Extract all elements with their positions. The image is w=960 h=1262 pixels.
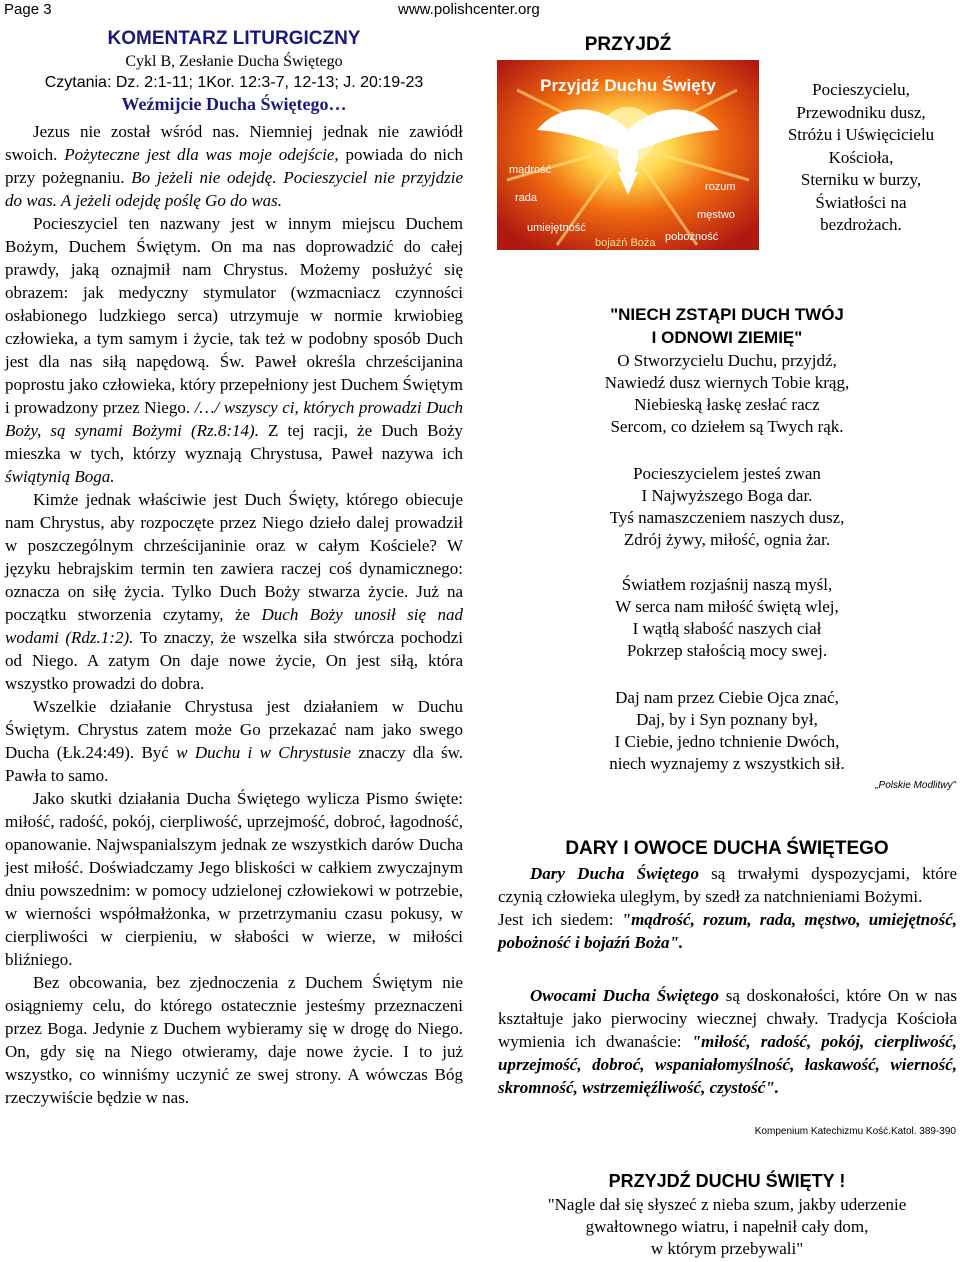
invocation-line: Przewodniku dusz, [796, 102, 926, 122]
commentary-body [5, 120, 463, 1109]
invocation-line: Światłości na [815, 192, 907, 212]
hymn-line: niech wyznajemy z wszystkich sił. [609, 754, 845, 773]
hymn-line: Niebieską łaskę zesłać racz [634, 395, 820, 414]
image-banner: Przyjdź Duchu Święty [540, 76, 716, 95]
gift-label: rozum [705, 181, 736, 193]
gift-label: męstwo [697, 209, 735, 221]
gifts-fruits-title: DARY I OWOCE DUCHA ŚWIĘTEGO [565, 838, 889, 859]
hymn-stanza-3 [497, 574, 957, 662]
liturgy-cycle: Cykl B, Zesłanie Ducha Świętego [125, 53, 343, 70]
hymn-line: Nawiedź dusz wiernych Tobie krąg, [604, 373, 850, 392]
hymn-title-line-2: I ODNOWI ZIEMIĘ" [651, 328, 803, 347]
hymn-line: Pocieszycielem jesteś zwan [633, 464, 821, 483]
invocation-line: Kościoła, [828, 147, 894, 167]
hymn-line: Daj, by i Syn poznany był, [636, 710, 818, 729]
gift-label: mądrość [509, 164, 552, 176]
hymn-line: Sercom, co dziełem są Twych rąk. [610, 417, 844, 436]
catechism-source: Kompenium Katechizmu Kość.Katol. 389-390 [754, 1126, 956, 1137]
hymn-line: Tyś namaszczeniem naszych dusz, [609, 508, 845, 527]
site-url: www.polishcenter.org [398, 1, 540, 18]
gifts-text [498, 862, 957, 954]
paragraph-6: Bez obcowania, bez zjednoczenia z Duchem Świętym nie osiągniemy celu, do którego ostatecznie jesteśmy przeznaczeni przez Boga. Jedynie z Duchem wybieramy się w drogę do Niego. On, gdy się na Niego otwieramy, daje nowe życie. I to już wszystko, co winniśmy uczynić ze swej strony. A wówczas Bóg rzeczywiście będzie w nas. [5, 973, 463, 1107]
hymn-line: I Ciebie, jedno tchnienie Dwóch, [614, 732, 840, 751]
hymn-title [497, 303, 957, 349]
gifts-list: Jest ich siedem: "mądrość, rozum, rada, męstwo, umiejętność, pobożność i bojaźń Boża". [498, 910, 957, 952]
page-number: Page 3 [4, 1, 52, 18]
paragraph-3: Kimże jednak właściwie jest Duch Święty, którego obiecuje nam Chrystus, aby rozpoczęte przez Niego dzieło dalej prowadził w poszczególnym chrześcijaninie oraz w całym Kościele? W języku hebrajskim termin ten zawiera raczej coś dynamicznego: oznacza on siłę życia. Tylko Duch Boży stwarza życie. Już na początku stworzenia czytamy, że Duch Boży unosił się nad wodami (Rdz.1:2). To znaczy, że wszelka siła stwórcza pochodzi od Niego. A zatym On daje nowe życie, On jest siłą, która wszystko prowadzi do dobra. [5, 490, 463, 693]
przyjdz-duchu-title: PRZYJDŹ DUCHU ŚWIĘTY ! [608, 1171, 846, 1191]
hymn-line: W serca nam miłość świętą wlej, [615, 597, 839, 616]
hymn-stanza-2 [497, 463, 957, 551]
hymn-line: O Stworzycielu Duchu, przyjdź, [617, 351, 837, 370]
paragraph-2: Pocieszyciel ten nazwany jest w innym miejscu Duchem Bożym, Duchem Świętym. On ma nas doprowadzić do całej prawdy, jaką oznajmił nam Chrystus. Możemy posłużyć się obrazem: jak medyczny stymulator (wzmacniacz czynności osłabionego ludzkiego serca) utrzymuje w normie krwiobieg człowieka, a tym samym i życie, tak też w podobny sposób Duch jest dla nas siłą napędową. Św. Paweł określa chrześcijanina poprostu jako człowieka, który przepełniony jest Duchem Świętym i prowadzony przez Niego. /…/ wszyscy ci, których prowadzi Duch Boży, są synami Bożymi (Rz.8:14). Z tej racji, że Duch Boży mieszka w tych, którzy wyznają Chrystusa, Paweł nazywa ich świątynią Boga. [5, 214, 463, 486]
hymn-stanza-4 [497, 687, 957, 775]
commentary-heading: Weźmijcie Ducha Świętego… [121, 94, 347, 114]
fruits-definition: Owocami Ducha Świętego są doskonałości, które On w nas kształtuje jako pierwociny wiecznej chwały. Tradycja Kościoła wymienia ich dwanaście: "miłość, radość, pokój, cierpliwość, uprzejmość, dobroć, wspaniałomyślność, łaskawość, wierność, skromność, wstrzemięźliwość, czystość". [498, 986, 957, 1097]
gifts-definition: Dary Ducha Świętego są trwałymi dyspozycjami, które czynią człowieka uległym, by szedł za natchnieniami Bożymi. [498, 864, 957, 906]
acts-quote [497, 1194, 957, 1260]
section-title: KOMENTARZ LITURGICZNY [107, 28, 361, 49]
gift-label: rada [515, 192, 538, 204]
paragraph-4: Wszelkie działanie Chrystusa jest działaniem w Duchu Świętym. Chrystus zatem może Go przekazać nam jako swego Ducha (Łk.24:49). Być w Duchu i w Chrystusie znaczy dla św. Pawła to samo. [5, 697, 463, 785]
hymn-source: „Polskie Modlitwy" [875, 780, 956, 791]
invocation-line: Stróżu i Uświęcicielu [787, 125, 935, 144]
hymn-title-line-1: "NIECH ZSTĄPI DUCH TWÓJ [610, 305, 844, 324]
hymn-line: I wątłą słabość naszych ciał [632, 619, 822, 638]
paragraph-5: Jako skutki działania Ducha Świętego wylicza Pismo święte: miłość, radość, pokój, cierpliwość, uprzejmość, dobroć, łagodność, opanowanie. Najwspanialszym jednak ze wszystkich darów Ducha jest miłość. Doświadczamy Jego bliskości w całkiem zwyczajnym dniu powszednim: w pomocy udzielonej człowiekowi w potrzebie, w wierności współmałżonka, w przetrzymaniu czasu pokusy, w cierpliwości w cierpieniu, w słabości w wierze, w miłości bliźniego. [5, 789, 463, 969]
przyjdz-title: PRZYJDŹ [584, 34, 672, 55]
quote-line: "Nagle dał się słyszeć z nieba szum, jakby uderzenie [547, 1195, 907, 1214]
holy-spirit-image [497, 60, 759, 250]
gift-label: pobożność [665, 231, 719, 243]
paragraph-1: Jezus nie został wśród nas. Niemniej jednak nie zawiódł swoich. Pożyteczne jest dla was moje odejście, powiada do nich przy pożegnaniu. Bo jeżeli nie odejdę. Pocieszyciel nie przyjdzie do was. A jeżeli odejdę poślę Go do was. [5, 122, 463, 210]
fruits-text [498, 984, 957, 1099]
hymn-line: Pokrzep stałością mocy swej. [626, 641, 828, 660]
gift-label: bojaźń Boża [595, 237, 656, 249]
hymn-stanza-1 [497, 350, 957, 438]
hymn-line: Zdrój żywy, miłość, ognia żar. [623, 530, 831, 549]
hymn-line: Daj nam przez Ciebie Ojca znać, [615, 688, 839, 707]
readings: Czytania: Dz. 2:1-11; 1Kor. 12:3-7, 12-13; J. 20:19-23 [44, 74, 424, 91]
quote-line: gwałtownego wiatru, i napełnił cały dom, [585, 1217, 869, 1236]
invocation-list [766, 79, 956, 237]
dove-illustration [497, 60, 759, 250]
invocation-line: Pocieszycielu, [812, 80, 910, 99]
quote-line: w którym przebywali" [650, 1239, 804, 1258]
gift-label: umiejętność [527, 222, 586, 234]
hymn-line: Światłem rozjaśnij naszą myśl, [621, 575, 833, 594]
hymn-line: I Najwyższego Boga dar. [641, 486, 813, 505]
invocation-line: bezdrożach. [820, 215, 902, 234]
invocation-line: Sterniku w burzy, [800, 170, 922, 189]
